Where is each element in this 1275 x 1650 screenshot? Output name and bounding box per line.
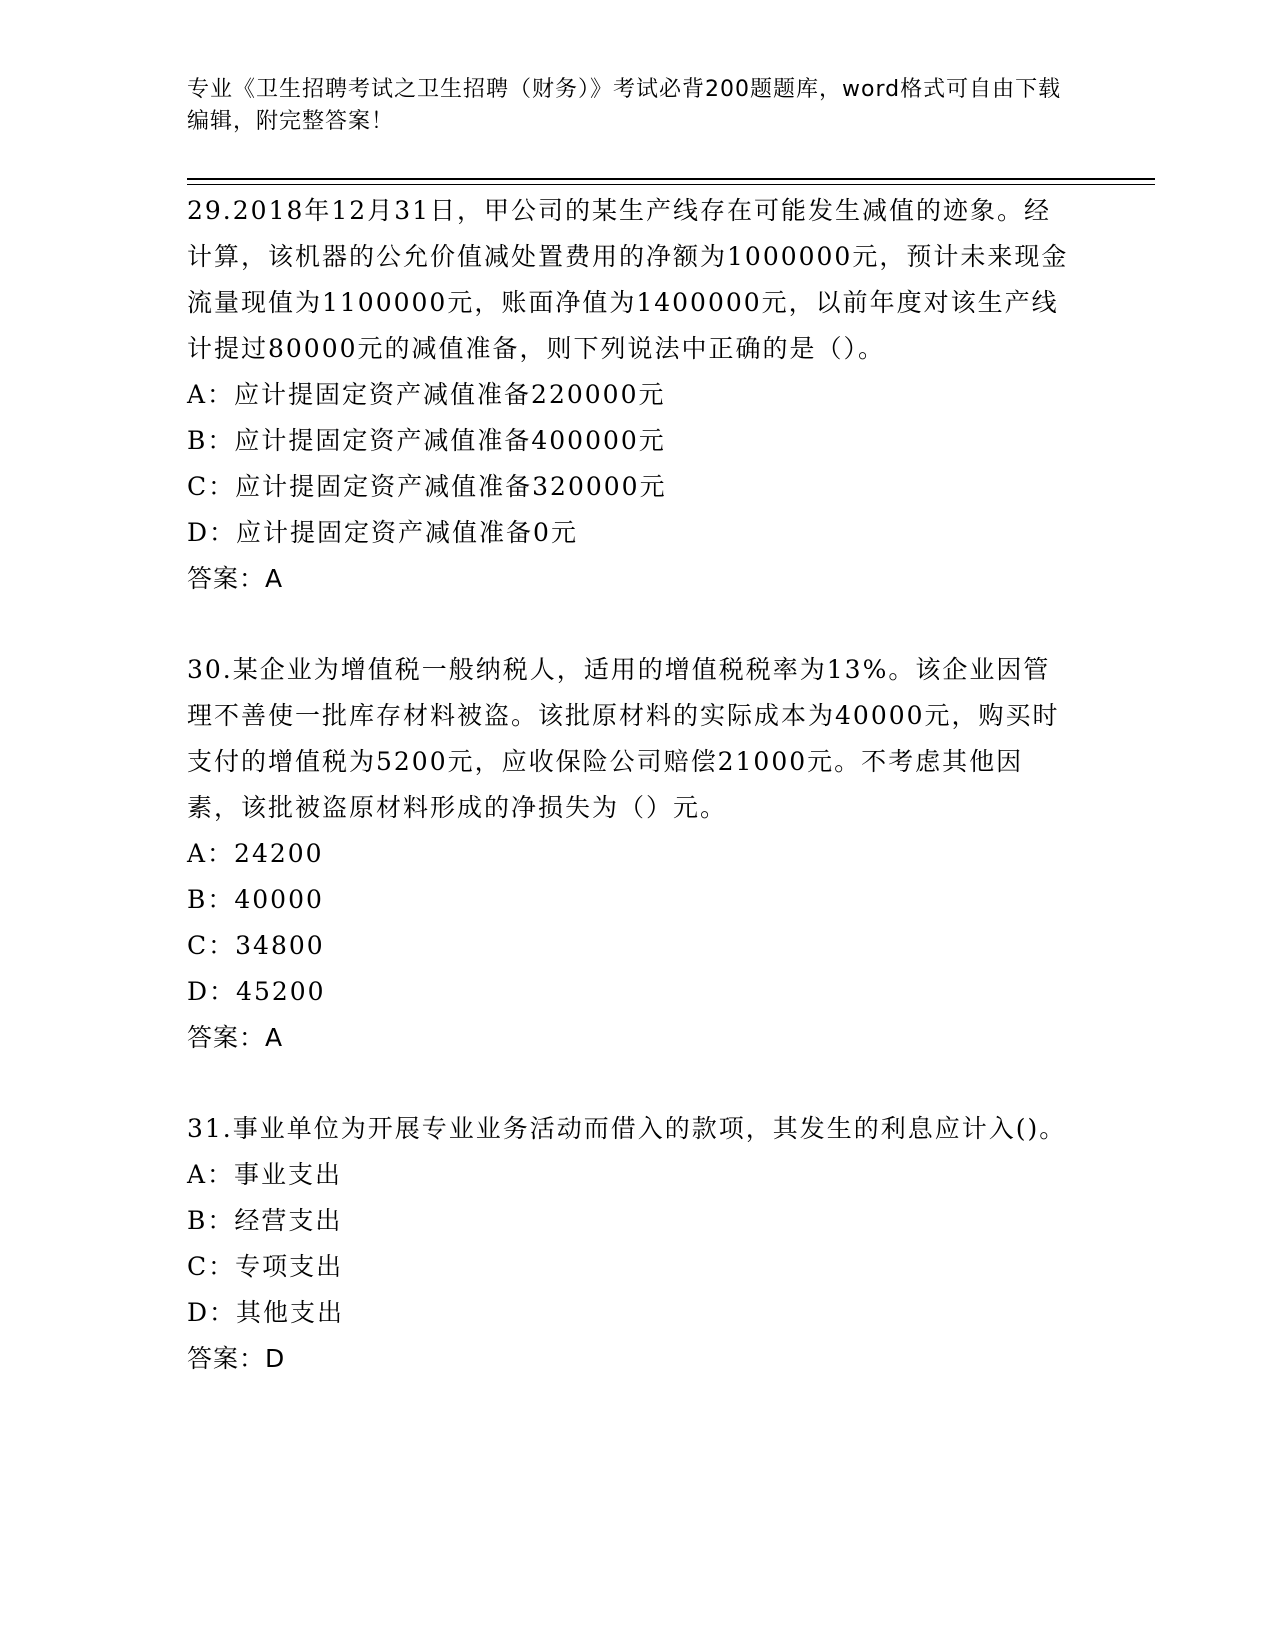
option-d: D：应计提固定资产减值准备0元 — [187, 518, 578, 547]
option-b: B：应计提固定资产减值准备400000元 — [187, 426, 666, 455]
option-c: C：34800 — [187, 931, 325, 960]
option-d: D：其他支出 — [187, 1298, 345, 1327]
header-divider — [187, 178, 1155, 180]
question-30 — [187, 647, 1077, 1061]
answer: 答案：A — [187, 564, 284, 593]
option-a: A：24200 — [187, 839, 324, 868]
option-c: C：应计提固定资产减值准备320000元 — [187, 472, 667, 501]
answer: 答案：D — [187, 1344, 286, 1373]
question-text: 31.事业单位为开展专业业务活动而借入的款项，其发生的利息应计入()。 — [187, 1114, 1067, 1143]
option-c: C：专项支出 — [187, 1252, 344, 1281]
option-a: A：事业支出 — [187, 1160, 343, 1189]
question-text: 29.2018年12月31日，甲公司的某生产线存在可能发生减值的迹象。经计算，该机器的公允价值减处置费用的净额为1000000元，预计未来现金流量现值为1100000元，账面净值为1400000元，以前年度对该生产线计提过80000元的减值准备，则下列说法中正确的是（）。 — [187, 196, 1069, 363]
option-a: A：应计提固定资产减值准备220000元 — [187, 380, 666, 409]
option-d: D：45200 — [187, 977, 326, 1006]
document-header: 专业《卫生招聘考试之卫生招聘（财务）》考试必背200题题库，word格式可自由下载编辑，附完整答案！ — [187, 77, 1062, 134]
question-text: 30.某企业为增值税一般纳税人，适用的增值税税率为13%。该企业因管理不善使一批库存材料被盗。该批原材料的实际成本为40000元，购买时支付的增值税为5200元，应收保险公司赔偿21000元。不考虑其他因素，该批被盗原材料形成的净损失为（）元。 — [187, 655, 1060, 822]
option-b: B：经营支出 — [187, 1206, 343, 1235]
header-divider-thin — [187, 184, 1155, 185]
question-31 — [187, 1106, 1077, 1382]
option-b: B：40000 — [187, 885, 324, 914]
answer: 答案：A — [187, 1023, 284, 1052]
question-29 — [187, 188, 1077, 602]
